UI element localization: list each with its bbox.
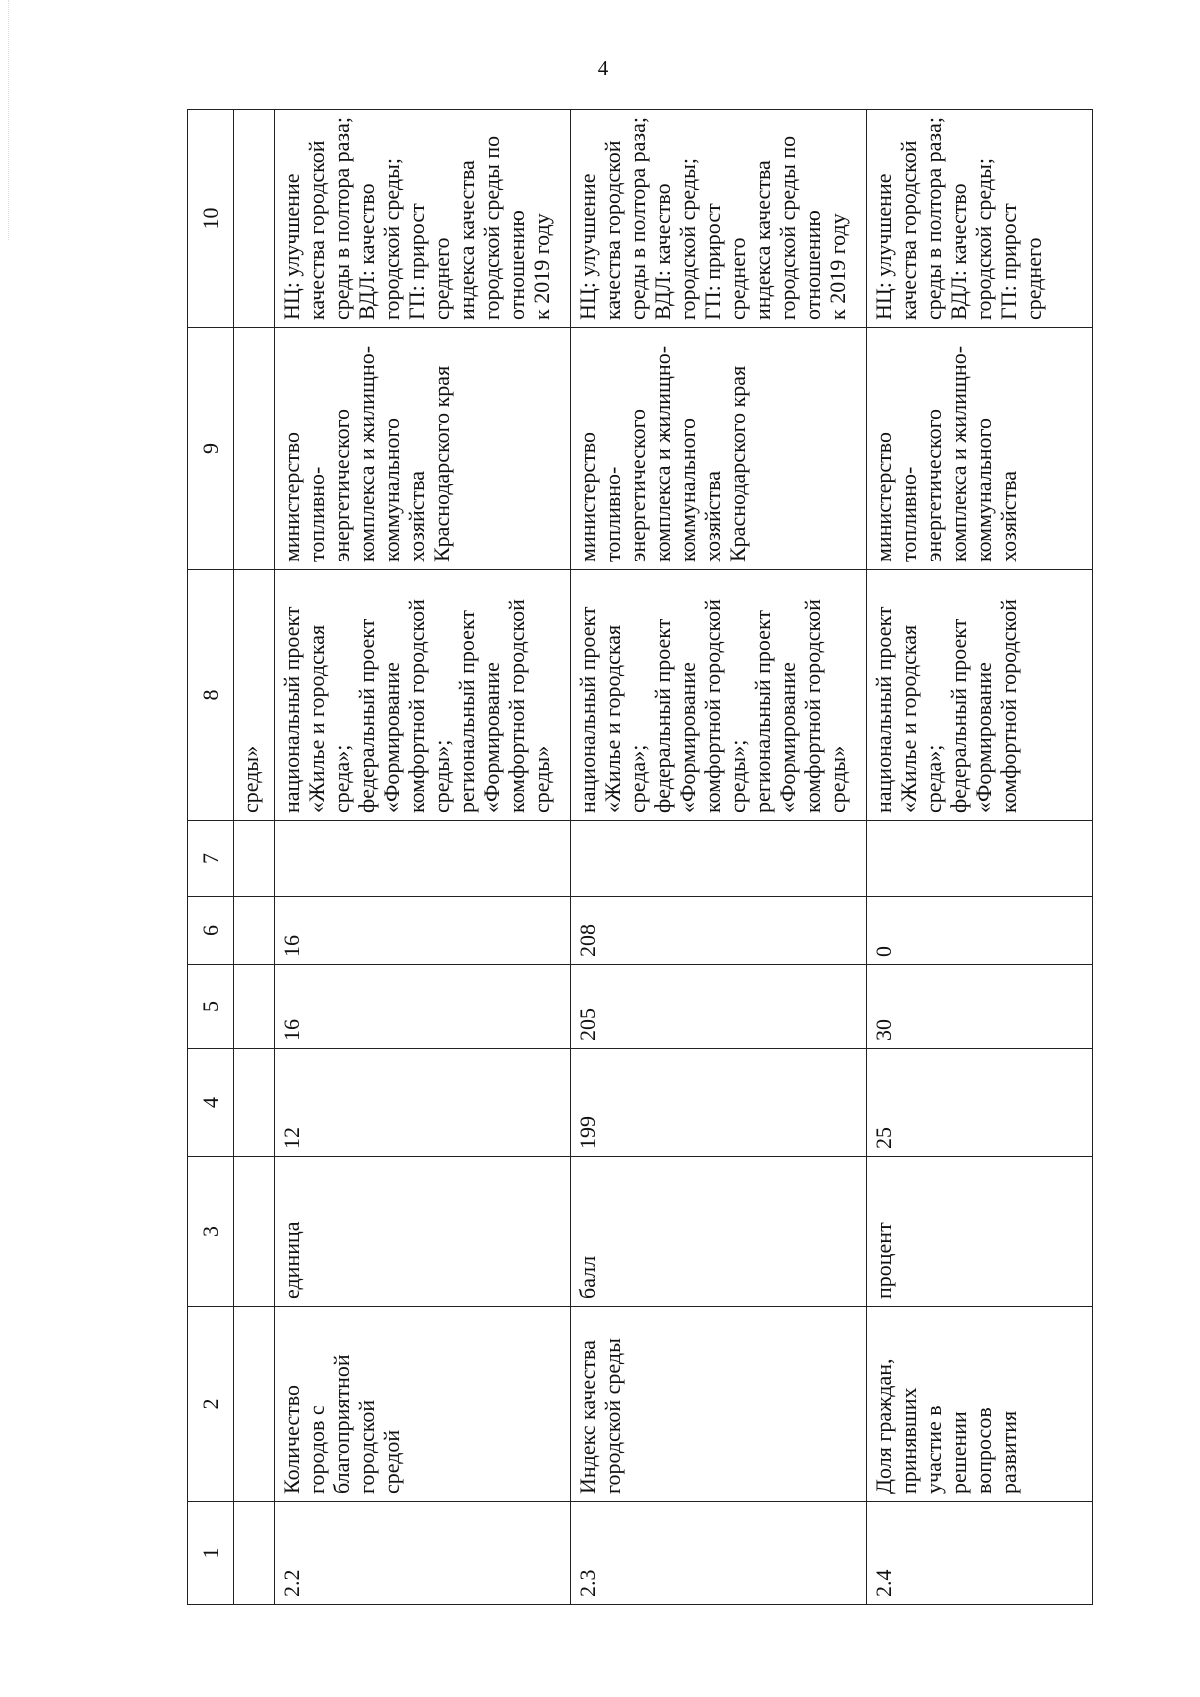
row-number-cell: 2.3	[571, 1502, 867, 1605]
table-header-row	[188, 110, 234, 1605]
table-cell	[234, 965, 275, 1049]
header-cell-3: 3	[188, 1157, 234, 1307]
header-cell-8: 8	[188, 570, 234, 821]
value-cell-7	[275, 821, 571, 897]
row-number-cell: 2.4	[867, 1502, 1093, 1605]
table-cell	[234, 1157, 275, 1307]
continuation-project-cell: среды»	[234, 570, 275, 821]
value-cell-4: 25	[867, 1049, 1093, 1157]
table-cell	[234, 897, 275, 965]
header-cell-2: 2	[188, 1307, 234, 1502]
table-row	[867, 110, 1093, 1605]
value-cell-7	[867, 821, 1093, 897]
header-cell-1: 1	[188, 1502, 234, 1605]
unit-cell: процент	[867, 1157, 1093, 1307]
unit-cell: балл	[571, 1157, 867, 1307]
value-cell-6: 208	[571, 897, 867, 965]
scan-edge-mark	[0, 0, 9, 240]
goal-cell: НЦ: улучшение качества городской среды в полтора раза; ВДЛ: качество городской среды; ГП: прирост среднего индекса качества городской среды по отношению к 2019 году	[275, 110, 571, 328]
indicators-table	[187, 109, 1093, 1605]
header-cell-10: 10	[188, 110, 234, 328]
goal-cell: НЦ: улучшение качества городской среды в полтора раза; ВДЛ: качество городской среды; ГП: прирост среднего	[867, 110, 1093, 328]
project-cell: национальный проект «Жилье и городская среда»; федеральный проект «Формирование комфортной городской среды»; региональный проект «Формирование комфортной городской среды»	[275, 570, 571, 821]
value-cell-7	[571, 821, 867, 897]
header-cell-4: 4	[188, 1049, 234, 1157]
unit-cell: единица	[275, 1157, 571, 1307]
value-cell-5: 205	[571, 965, 867, 1049]
rotated-table-container	[187, 110, 1092, 1605]
value-cell-4: 12	[275, 1049, 571, 1157]
header-cell-9: 9	[188, 328, 234, 570]
value-cell-4: 199	[571, 1049, 867, 1157]
table-cell	[234, 1307, 275, 1502]
value-cell-6: 16	[275, 897, 571, 965]
indicator-name-cell: Индекс качества городской среды	[571, 1307, 867, 1502]
project-cell: национальный проект «Жилье и городская среда»; федеральный проект «Формирование комфортной городской	[867, 570, 1093, 821]
table-cell	[234, 328, 275, 570]
table-row	[571, 110, 867, 1605]
continuation-row	[234, 110, 275, 1605]
indicator-name-cell: Количество городов с благоприятной городской средой	[275, 1307, 571, 1502]
goal-cell: НЦ: улучшение качества городской среды в полтора раза; ВДЛ: качество городской среды; ГП: прирост среднего индекса качества городской среды по отношению к 2019 году	[571, 110, 867, 328]
header-cell-7: 7	[188, 821, 234, 897]
header-cell-5: 5	[188, 965, 234, 1049]
table-cell	[234, 1049, 275, 1157]
value-cell-6: 0	[867, 897, 1093, 965]
page-number: 4	[597, 56, 609, 80]
table-row	[275, 110, 571, 1605]
responsible-cell: министерство топливно- энергетического комплекса и жилищно- коммунального хозяйства	[867, 328, 1093, 570]
indicator-name-cell: Доля граждан, принявших участие в решении вопросов развития	[867, 1307, 1093, 1502]
header-cell-6: 6	[188, 897, 234, 965]
value-cell-5: 30	[867, 965, 1093, 1049]
responsible-cell: министерство топливно- энергетического комплекса и жилищно- коммунального хозяйства Краснодарского края	[275, 328, 571, 570]
project-cell: национальный проект «Жилье и городская среда»; федеральный проект «Формирование комфортной городской среды»; региональный проект «Формирование комфортной городской среды»	[571, 570, 867, 821]
table-cell	[234, 1502, 275, 1605]
table-cell	[234, 821, 275, 897]
row-number-cell: 2.2	[275, 1502, 571, 1605]
table-cell	[234, 110, 275, 328]
responsible-cell: министерство топливно- энергетического комплекса и жилищно- коммунального хозяйства Краснодарского края	[571, 328, 867, 570]
value-cell-5: 16	[275, 965, 571, 1049]
